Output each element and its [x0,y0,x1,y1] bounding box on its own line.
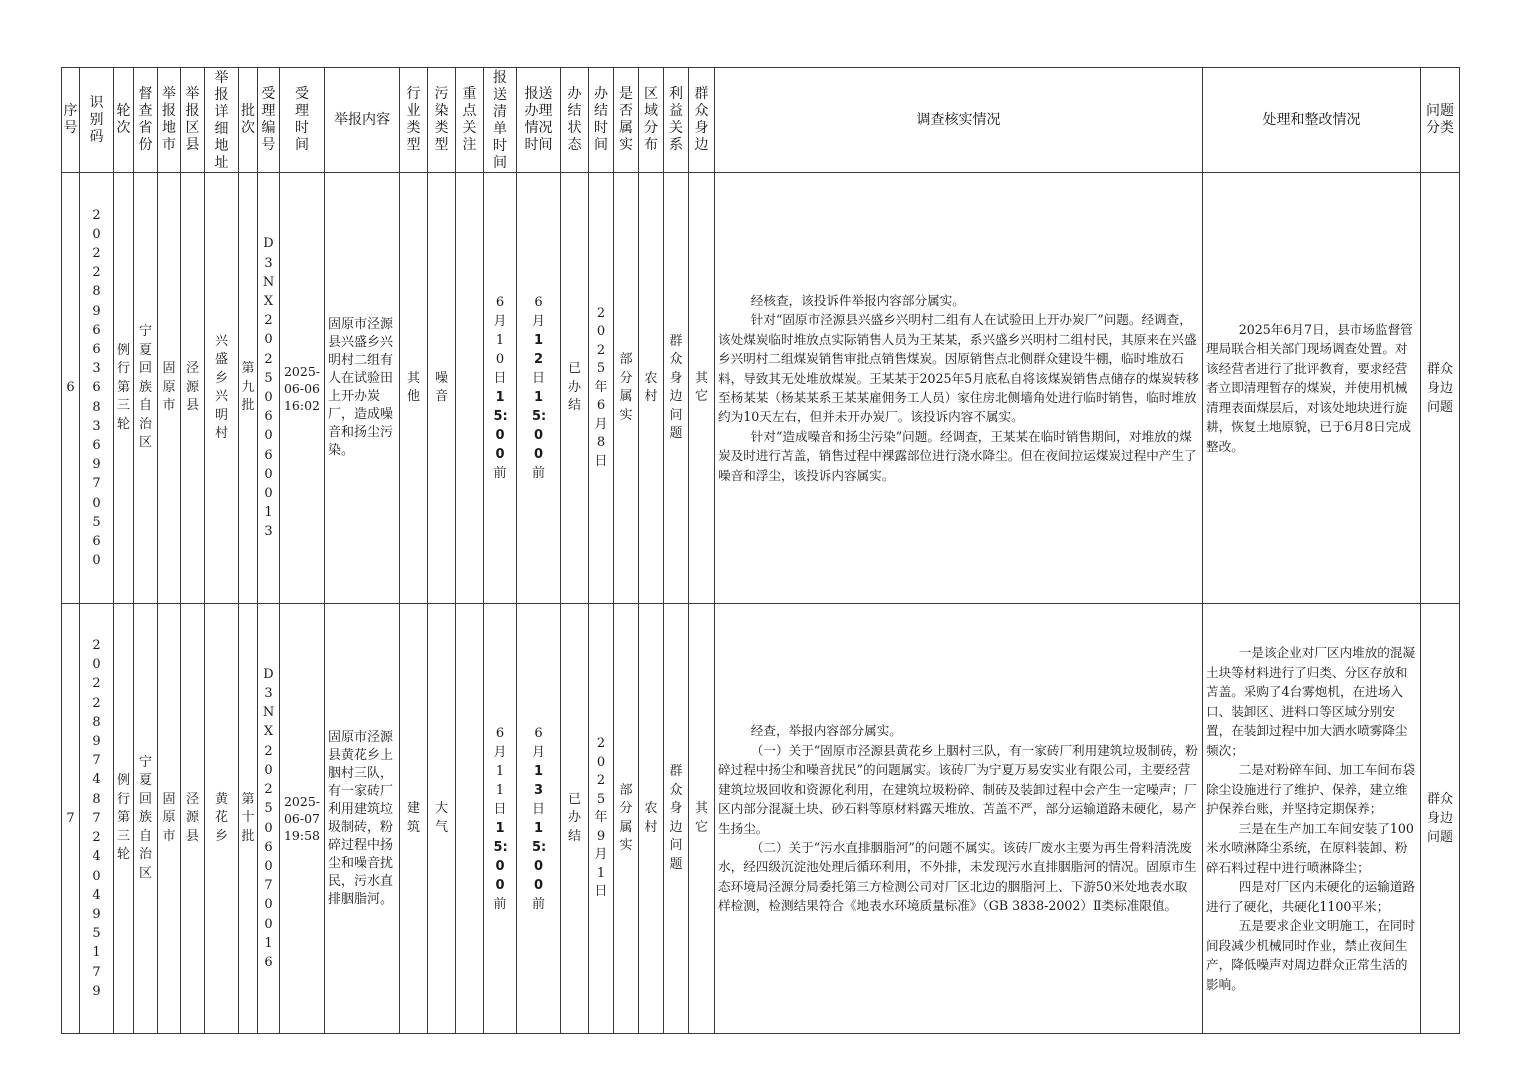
cell-list-time: 6月11日15:00前 [484,604,517,1034]
cell-report-content: 固原市泾源县黄花乡上胭村三队，有一家砖厂利用建筑垃圾制砖，粉碎过程中扬尘和噪音扰民，污水直排胭脂河。 [325,604,400,1034]
cell-address: 兴盛乡兴明村 [205,173,239,604]
cell-round: 例行第三轮 [114,604,134,1034]
cell-status: 已办结 [561,604,589,1034]
cell-handling: 一是该企业对厂区内堆放的混凝土块等材料进行了归类、分区存放和苫盖。采购了4台雾炮机，在进场入口、装卸区、进料口等区域分别安置，在装卸过程中加大洒水喷雾降尘频次； 二是对粉碎车间、加工车间布袋除尘设施进行了维护、保养，建立维护保养台账，并坚持定期保养； 三是在生产加工车间安装了100米水喷淋降尘系统，在原料装卸、粉碎石料过程中进行喷淋降尘； 四是对厂区内未硬化的运输道路进行了硬化，共硬化1100平米； 五是要求企业文明施工，在同时间段减少机械同时作业，禁止夜间生产，降低噪声对周边群众正常生活的影响。 [1203,604,1421,1034]
header-county: 举报区县 [181,68,205,173]
cell-pollution: 噪音 [428,173,456,604]
header-status: 办结状态 [561,68,589,173]
header-region: 区域分布 [639,68,664,173]
cell-batch: 第十批 [239,604,258,1034]
cell-industry: 其他 [400,173,428,604]
cell-id-code: 20228974872404951 79 [80,604,114,1034]
header-id-code: 识别码 [80,68,114,173]
cell-pollution: 大气 [428,604,456,1034]
header-report-content: 举报内容 [325,68,400,173]
cell-category: 群众身边问题 [1421,604,1460,1034]
cell-handling: 2025年6月7日，县市场监督管理局联合相关部门现场调查处置。对该经营者进行了批评教育，要求经营者立即清理暂存的煤炭，并使用机械清理表面煤层后，对该处地块进行旋耕，恢复土地原貌，已于6月8日完成整改。 [1203,173,1421,604]
header-focus: 重点关注 [456,68,484,173]
cell-handle-time: 6月13日15:00前 [517,604,561,1034]
header-investigation: 调查核实情况 [715,68,1203,173]
cell-seq: 6 [62,173,80,604]
header-province: 督查省份 [134,68,158,173]
cell-interest: 群众身边问题 [664,604,689,1034]
cell-handle-time: 6月12日15:00前 [517,173,561,604]
cell-county: 泾源县 [181,173,205,604]
header-handle-time: 报送办理情况时间 [517,68,561,173]
cell-county: 泾源县 [181,604,205,1034]
header-round: 轮次 [114,68,134,173]
cell-region: 农村 [639,604,664,1034]
cell-accept-no: D3NX20250606 0013 [258,173,280,604]
header-pollution: 污染类型 [428,68,456,173]
cell-focus [456,173,484,604]
cell-round: 例行第三轮 [114,173,134,604]
cell-interest: 群众身边问题 [664,173,689,604]
header-row [62,68,1460,173]
cell-seq: 7 [62,604,80,1034]
cell-verified: 部分属实 [614,604,639,1034]
cell-verified: 部分属实 [614,173,639,604]
cell-investigation: 经核查，该投诉件举报内容部分属实。 针对“固原市泾源县兴盛乡兴明村二组有人在试验田上开办炭厂”问题。经调查，该处煤炭临时堆放点实际销售人员为王某某，系兴盛乡兴明村二组村民，其原来在兴盛乡兴明村二组煤炭销售审批点销售煤炭。因原销售点北侧群众建设牛棚，临时堆放石料，导致其无处堆放煤炭。王某某于2025年5月底私自将该煤炭销售点储存的煤炭转移至杨某某（杨某某系王某某雇佣务工人员）家住房北侧墙角处进行临时销售，临时堆放约为10天左右，但并未开办炭厂。该投诉内容不属实。 针对“造成噪音和扬尘污染”问题。经调查，王某某在临时销售期间，对堆放的煤炭及时进行苫盖，销售过程中裸露部位进行浇水降尘。但在夜间拉运煤炭过程中产生了噪音和浮尘，该投诉内容属实。 [715,173,1203,604]
cell-city: 固原市 [158,604,181,1034]
header-city: 举报地市 [158,68,181,173]
header-seq: 序号 [62,68,80,173]
cell-accept-no: D3NX20250607 0016 [258,604,280,1034]
cell-id-code: 20228966368369705 60 [80,173,114,604]
cell-report-content: 固原市泾源县兴盛乡兴明村二组有人在试验田上开办炭厂，造成噪音和扬尘污染。 [325,173,400,604]
cell-province: 宁夏回族自治区 [134,604,158,1034]
cell-accept-time: 2025-06-07 19:58 [280,604,325,1034]
header-category: 问题分类 [1421,68,1460,173]
header-finish-time: 办结时间 [589,68,614,173]
cell-accept-time: 2025-06-06 16:02 [280,173,325,604]
header-nearby: 群众身边 [689,68,715,173]
cell-nearby: 其它 [689,173,715,604]
cell-address: 黄花乡 [205,604,239,1034]
cell-industry: 建筑 [400,604,428,1034]
cell-investigation: 经查，举报内容部分属实。 （一）关于“固原市泾源县黄花乡上胭村三队，有一家砖厂利用建筑垃圾制砖，粉碎过程中扬尘和噪音扰民”的问题属实。该砖厂为宁夏万易安实业有限公司，主要经营建筑垃圾回收和资源化利用，在建筑垃圾粉碎、制砖及装卸过程中会产生一定噪声；厂区内部分混凝土块、砂石料等原材料露天堆放、苫盖不严，部分运输道路未硬化，易产生扬尘。 （二）关于“污水直排胭脂河”的问题不属实。该砖厂废水主要为再生骨料清洗废水，经四级沉淀池处理后循环利用，不外排，未发现污水直排胭脂河的情况。固原市生态环境局泾源分局委托第三方检测公司对厂区北边的胭脂河上、下游50米处地表水取样检测，检测结果符合《地表水环境质量标准》（GB 3838-2002）Ⅱ类标准限值。 [715,604,1203,1034]
header-interest: 利益关系 [664,68,689,173]
cell-region: 农村 [639,173,664,604]
table-row [62,604,1460,1034]
header-address: 举报详细地址 [205,68,239,173]
complaint-table [61,67,1460,1034]
table-row [62,173,1460,604]
cell-category: 群众身边问题 [1421,173,1460,604]
cell-batch: 第九批 [239,173,258,604]
header-handling: 处理和整改情况 [1203,68,1421,173]
header-accept-time: 受理时间 [280,68,325,173]
cell-finish-time: 2025年9月1日 [589,604,614,1034]
cell-status: 已办结 [561,173,589,604]
header-batch: 批次 [239,68,258,173]
cell-focus [456,604,484,1034]
header-list-time: 报送清单时间 [484,68,517,173]
header-industry: 行业类型 [400,68,428,173]
cell-province: 宁夏回族自治区 [134,173,158,604]
header-verified: 是否属实 [614,68,639,173]
header-accept-no: 受理编号 [258,68,280,173]
cell-finish-time: 2025年6月8日 [589,173,614,604]
cell-city: 固原市 [158,173,181,604]
cell-nearby: 其它 [689,604,715,1034]
cell-list-time: 6月10日15:00前 [484,173,517,604]
